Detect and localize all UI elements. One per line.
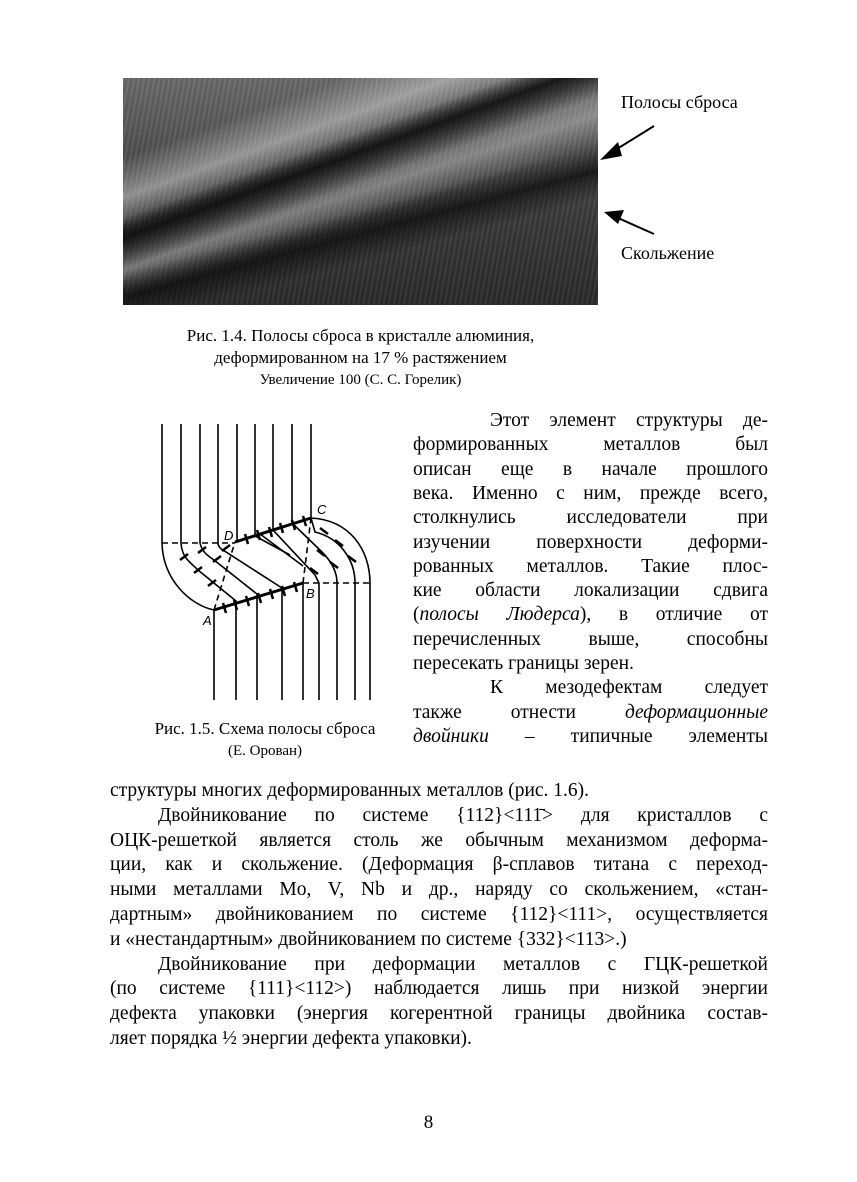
text-line: дартным» двойникованием по системе {112}<111>, осуществляется [110,904,768,925]
text-line: описан еще в начале прошлого [413,458,768,480]
text-line: столкнулись исследователи при [413,507,768,529]
text-line: перечисленных выше, способны [413,628,768,650]
text-line: века. Именно с ним, прежде всего, [413,482,768,504]
point-label-b: B [306,586,315,601]
caption-line: Рис. 1.4. Полосы сброса в кристалле алюминия, [186,326,535,345]
caption-line: Увеличение 100 (С. С. Горелик) [259,372,462,388]
arrows [590,120,670,240]
text-line: формированных металлов был [413,434,768,456]
text-line: структуры многих деформированных металлов (рис. 1.6). [110,780,590,801]
text-line: кие области локализации сдвига [413,580,768,602]
italic-term: деформационные [624,701,768,723]
micrograph-kink-bands-photo [123,78,598,305]
arrow-icon [600,126,654,160]
text-line: и «нестандартным» двойникованием по системе {332}<113>.) [110,928,627,950]
photo-label-slip: Скольжение [621,243,715,263]
text-line: ции, как и скольжение. (Деформация β-сплавов титана с переход- [110,854,768,876]
text-line: (полосы Людерса), в отличие от [413,604,768,626]
text-line: К мезодефектам следует [490,677,768,699]
arrow-icon [604,210,654,234]
kink-band-diagram [110,410,410,710]
caption-line: (Е. Орован) [227,743,303,759]
text-line: пересекать границы зерен. [413,653,634,674]
text-line: Двойникование по системе {112}<111̄> для кристаллов с [158,804,768,826]
text-line: (по системе {111}<112>) наблюдается лишь при низкой энергии [110,978,768,1000]
text-line: ными металлами Mo, V, Nb и др., наряду со скольжением, «стан- [110,879,768,901]
text-line: дефекта упаковки (энергия когерентной границы двойника состав- [110,1003,768,1025]
point-label-a: A [203,613,212,628]
text-line: ляет порядка ½ энергии дефекта упаковки). [110,1028,472,1049]
caption-line: Рис. 1.5. Схема полосы сброса [154,719,376,738]
text-line: двойники – типичные элементы [413,725,768,747]
text-line: Этот элемент структуры де- [490,410,768,431]
text-line: рованных металлов. Такие плос- [413,555,768,577]
figure-1-5-caption [120,718,410,762]
text-line: ОЦК-решеткой является столь же обычным механизмом деформа- [110,829,768,851]
text-line: также отнести деформационные [413,701,768,723]
text-line: изучении поверхности деформи- [413,531,768,553]
point-label-c: C [317,502,327,517]
figure-1-4-caption [123,325,598,391]
caption-line: деформированном на 17 % растяжением [214,348,507,367]
italic-term: двойники [413,725,489,747]
italic-term: полосы Людерса [419,604,580,626]
text-line: Двойникование при деформации металлов с ГЦК-решеткой [158,953,768,975]
point-label-d: D [224,528,234,543]
photo-label-kink-bands: Полосы сброса [621,92,738,112]
page-number: 8 [423,1112,434,1133]
